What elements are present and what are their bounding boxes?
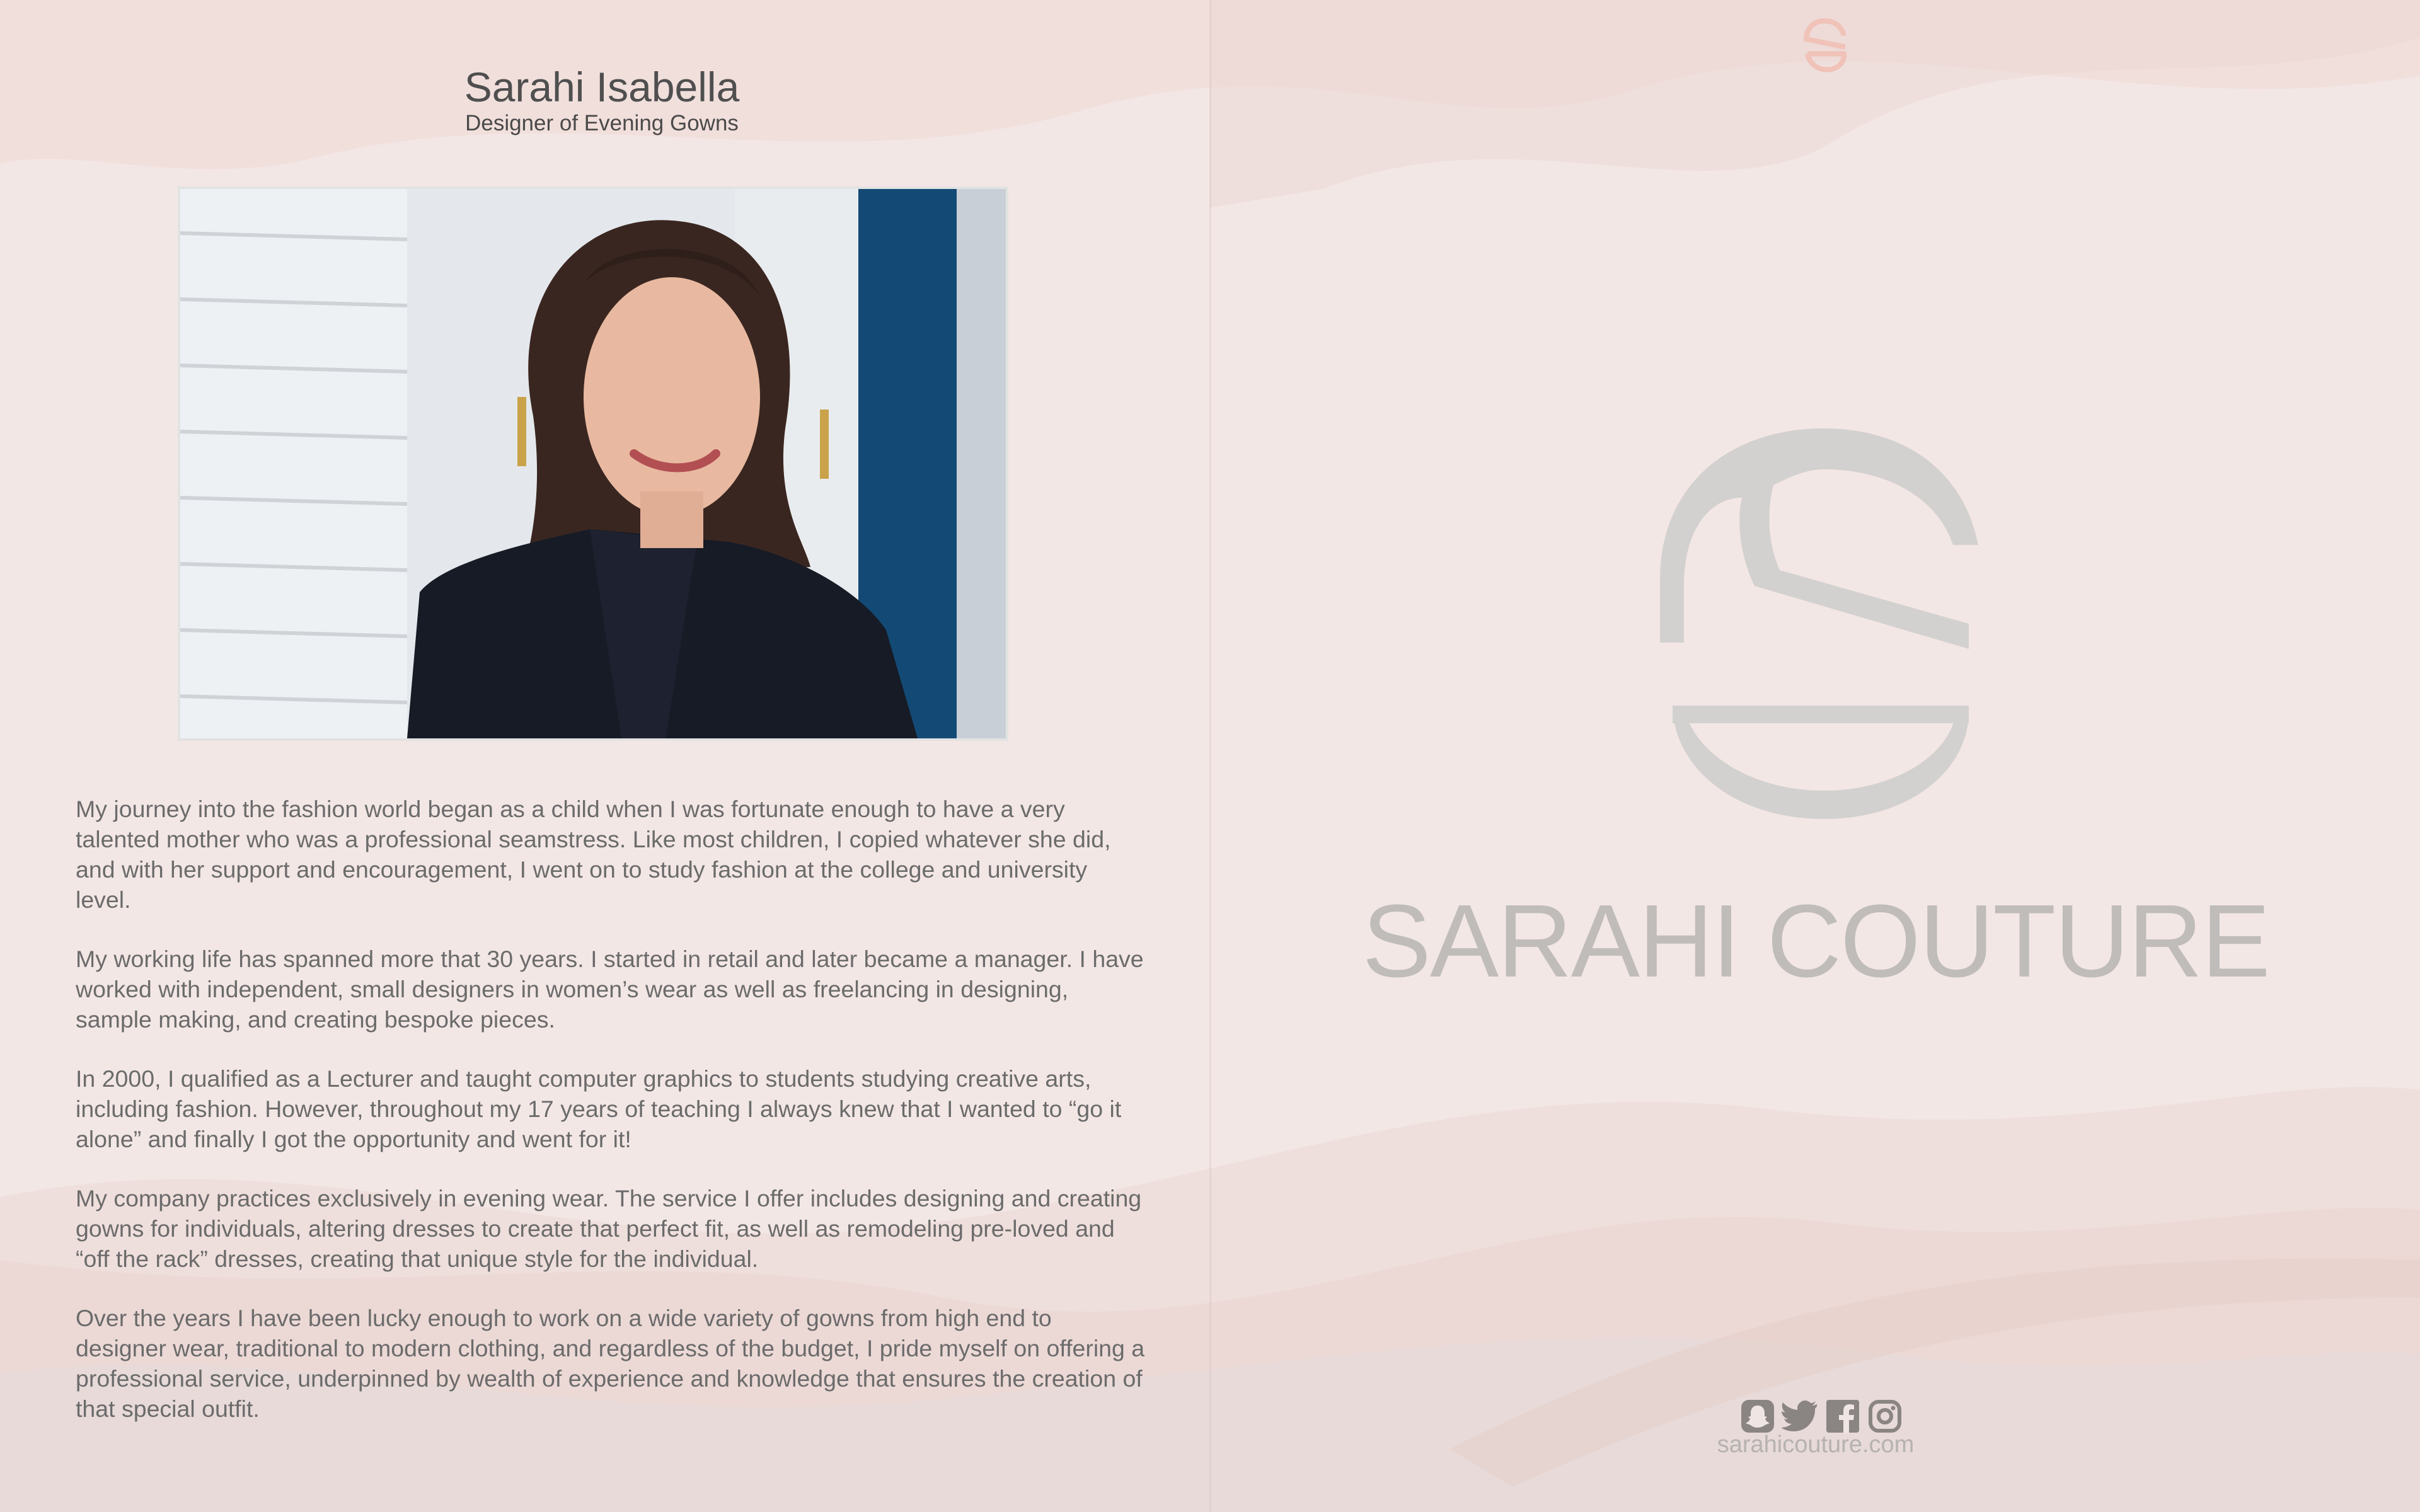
bio-paragraph: My working life has spanned more that 30 years. I started in retail and later became a manager. I have worked with independent, small designers in women’s wear as well as freelancing in designing, sample making, and creating bespoke pieces. [76,946,1144,1033]
twitter-icon[interactable] [1782,1398,1818,1435]
designer-name: Sarahi Isabella [464,64,740,110]
bio-paragraph: My journey into the fashion world began as a child when I was fortunate enough to have a very talented mother who was a professional seamstress. Like most children, I copied whatever she did, and with her support and encouragement, I went on to study fashion at the college and university level. [76,796,1111,913]
instagram-icon[interactable] [1867,1398,1903,1435]
website-link[interactable]: sarahicouture.com [1717,1431,1915,1458]
snapchat-icon[interactable] [1739,1398,1775,1435]
facebook-icon[interactable] [1824,1398,1860,1435]
designer-portrait [178,186,1008,741]
bio-paragraph: Over the years I have been lucky enough to work on a wide variety of gowns from high end to designer wear, traditional to modern clothing, and regardless of the budget, I pride myself on offering a professional service, underpinned by wealth of experience and knowledge that ensures the creation of that special outfit. [76,1305,1145,1422]
bio-text [76,794,1147,1453]
bio-paragraph: My company practices exclusively in evening wear. The service I offer includes designing and creating gowns for individuals, altering dresses to create that perfect fit, as well as remodeling pre-loved and “off the rack” dresses, creating that unique style for the individual. [76,1185,1142,1272]
bio-paragraph: In 2000, I qualified as a Lecturer and taught computer graphics to students studying creative arts, including fashion. However, throughout my 17 years of teaching I always knew that I wanted to “go it alone” and finally I got the opportunity and went for it! [76,1065,1122,1152]
brand-name: SARAHI COUTURE [1362,883,2269,999]
designer-title: Designer of Evening Gowns [465,111,739,135]
social-links [1739,1397,1903,1435]
cover-page [1211,0,2420,1512]
s-monogram-small-icon [1797,16,1854,73]
s-monogram-icon [1635,416,2013,832]
